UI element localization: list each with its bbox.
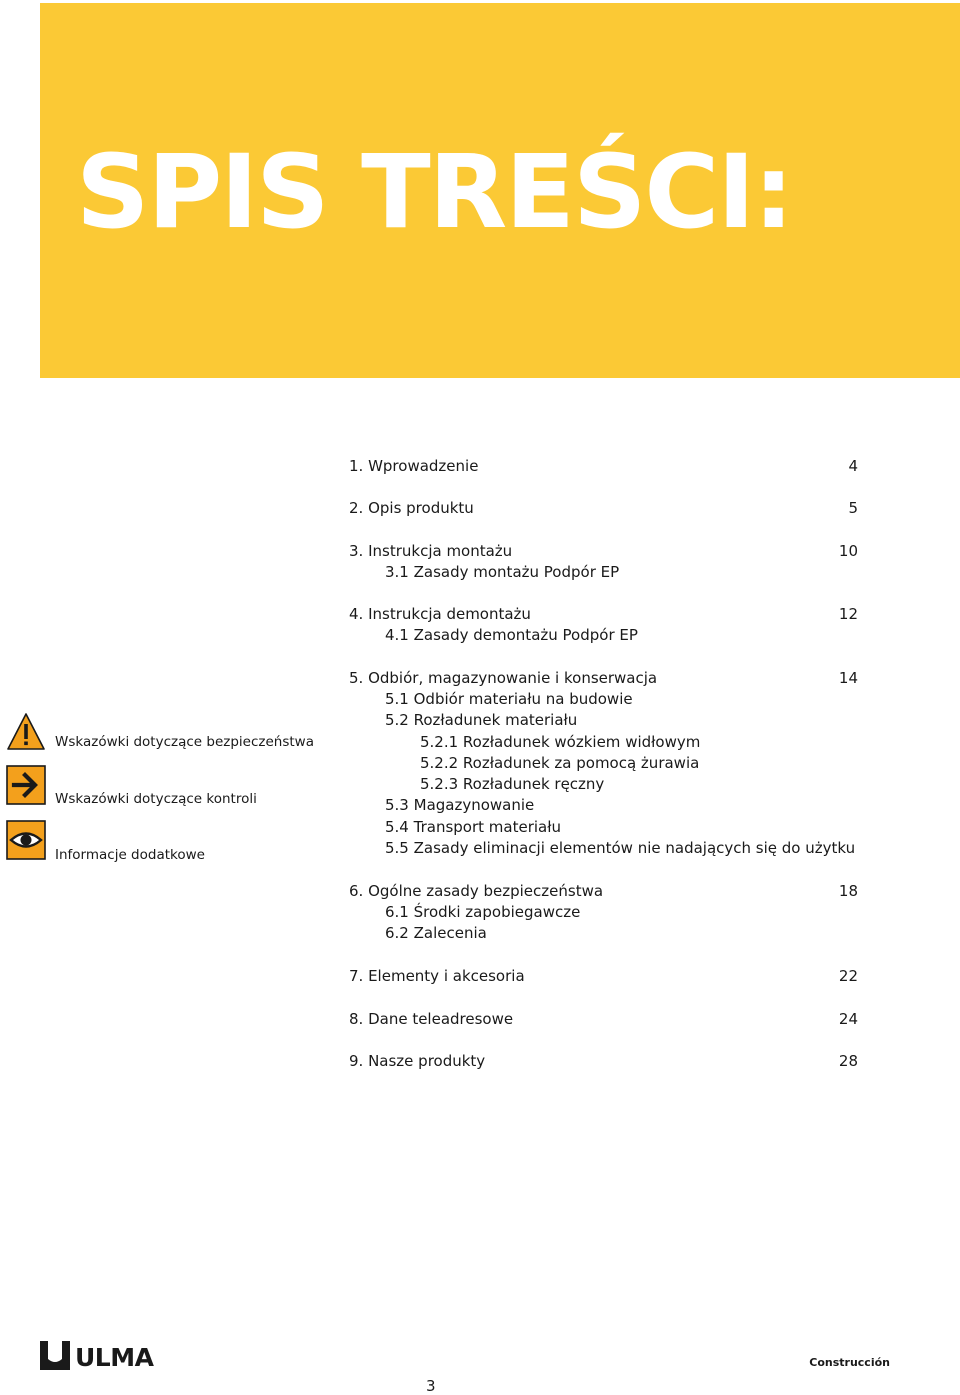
toc-entry-5-2-2: 5.2.2 Rozładunek za pomocą żurawia	[420, 754, 700, 772]
toc-page-8: 24	[838, 1010, 858, 1028]
page-number: 3	[426, 1377, 436, 1395]
eye-icon	[6, 820, 46, 860]
toc-entry-9: 9. Nasze produkty	[349, 1052, 486, 1070]
logo-text: ULMA	[75, 1343, 154, 1372]
toc-entry-5-1: 5.1 Odbiór materiału na budowie	[385, 690, 633, 708]
toc-page-3: 10	[838, 542, 858, 560]
toc-entry-5-4: 5.4 Transport materiału	[385, 818, 561, 836]
arrow-right-icon	[6, 765, 46, 805]
toc-entry-5-3: 5.3 Magazynowanie	[385, 796, 535, 814]
toc-entry-6-1: 6.1 Środki zapobiegawcze	[385, 903, 581, 921]
toc-entry-6: 6. Ogólne zasady bezpieczeństwa	[349, 882, 604, 900]
toc-entry-2: 2. Opis produktu	[349, 499, 474, 517]
toc-page-1: 4	[848, 457, 858, 475]
legend-label-info: Informacje dodatkowe	[55, 847, 205, 863]
warning-triangle-icon	[6, 712, 46, 752]
division-label: Construcción	[809, 1356, 890, 1369]
toc-entry-5-2-3: 5.2.3 Rozładunek ręczny	[420, 775, 605, 793]
toc-page-5: 14	[838, 669, 858, 687]
toc-entry-3-1: 3.1 Zasady montażu Podpór EP	[385, 563, 620, 581]
legend-label-safety: Wskazówki dotyczące bezpieczeństwa	[55, 734, 314, 750]
toc-entry-1: 1. Wprowadzenie	[349, 457, 479, 475]
toc-page-7: 22	[838, 967, 858, 985]
toc-entry-3: 3. Instrukcja montażu	[349, 542, 513, 560]
toc-entry-6-2: 6.2 Zalecenia	[385, 924, 487, 942]
toc-page-6: 18	[838, 882, 858, 900]
toc-entry-5-2: 5.2 Rozładunek materiału	[385, 711, 578, 729]
toc-entry-4-1: 4.1 Zasady demontażu Podpór EP	[385, 626, 638, 644]
toc-page-4: 12	[838, 605, 858, 623]
toc-entry-4: 4. Instrukcja demontażu	[349, 605, 531, 623]
toc-entry-8: 8. Dane teleadresowe	[349, 1010, 514, 1028]
toc-entry-5: 5. Odbiór, magazynowanie i konserwacja	[349, 669, 658, 687]
page-title: SPIS TREŚCI:	[76, 133, 792, 252]
toc-entry-5-2-1: 5.2.1 Rozładunek wózkiem widłowym	[420, 733, 701, 751]
toc-page-2: 5	[848, 499, 858, 517]
toc-entry-5-5: 5.5 Zasady eliminacji elementów nie nadających się do użytku	[385, 839, 856, 857]
ulma-logo-icon	[40, 1341, 70, 1370]
legend-label-control: Wskazówki dotyczące kontroli	[55, 791, 257, 807]
toc-page-9: 28	[838, 1052, 858, 1070]
toc-entry-7: 7. Elementy i akcesoria	[349, 967, 525, 985]
